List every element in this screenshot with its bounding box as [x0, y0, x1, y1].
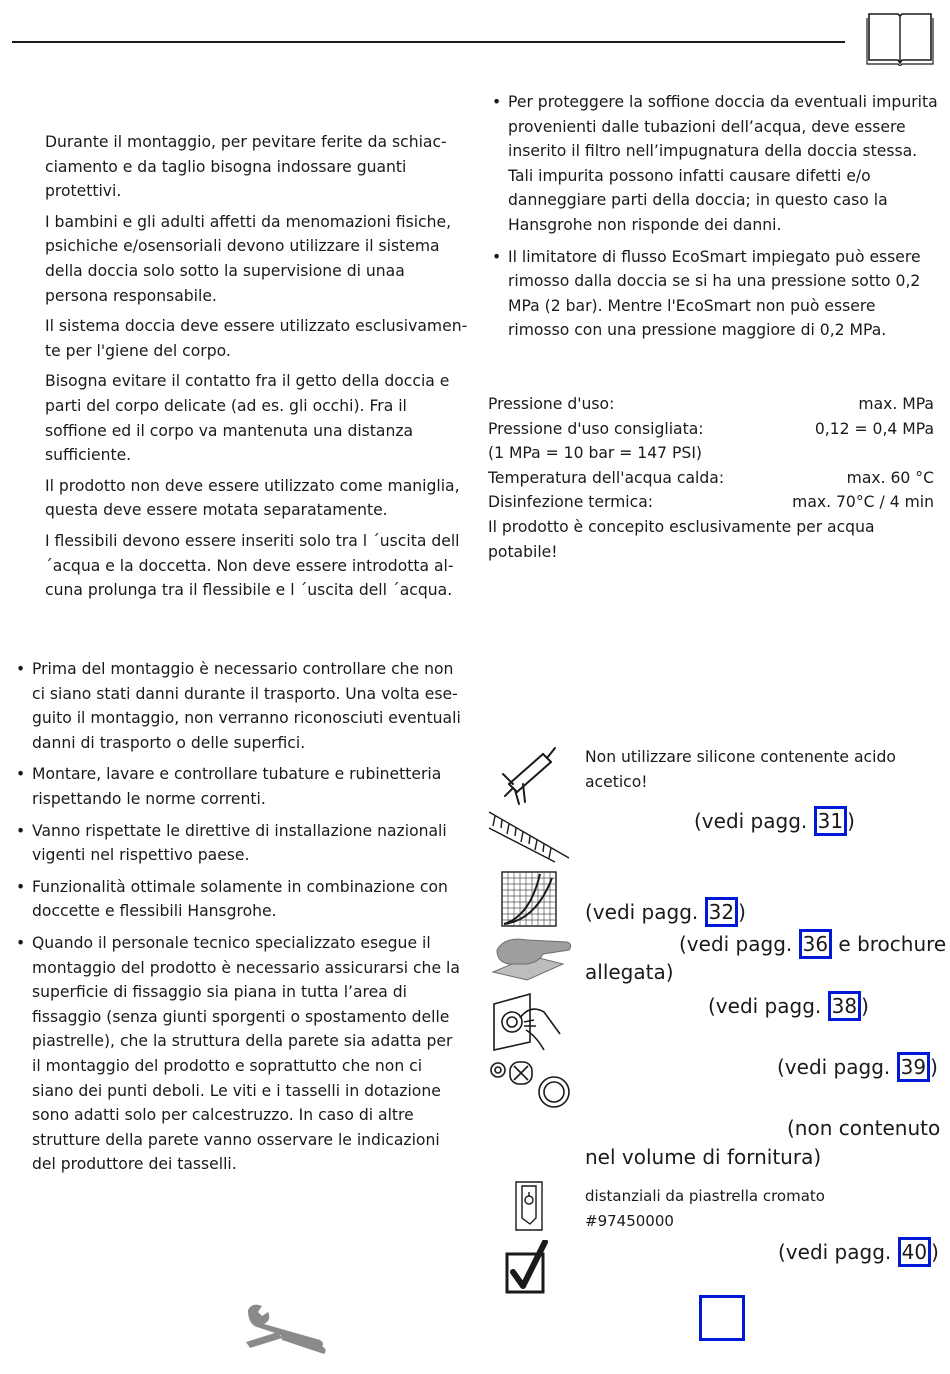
- flow-reference: [585, 897, 746, 927]
- spec-row: [488, 441, 934, 466]
- reference-suffix: e brochure: [832, 932, 947, 956]
- hand-operation-icon: [490, 990, 566, 1052]
- technical-data: [488, 392, 934, 564]
- dimensions-reference: [694, 806, 855, 836]
- open-book-icon: [866, 10, 934, 66]
- wrench-screwdriver-icon: [242, 1302, 328, 1356]
- reference-prefix: (vedi pagg.: [778, 1240, 898, 1264]
- spare-parts-icon: [488, 1054, 574, 1110]
- silicone-warning: Non utilizzare silicone contenente acido acetico!: [585, 748, 896, 791]
- cleaning-reference-line2: allegata): [585, 960, 674, 984]
- reference-suffix: ): [861, 994, 869, 1018]
- page-link-39[interactable]: 39: [897, 1052, 930, 1082]
- safety-paragraph: Bisogna evitare il contatto fra il getto della doccia e parti del corpo delicate (ad es. gli occhi). Fra il soffione ed il corpo va mantenuta una distanza sufficiente.: [45, 372, 450, 465]
- reference-prefix: (vedi pagg.: [708, 994, 828, 1018]
- ruler-icon: [487, 808, 571, 864]
- flow-diagram-icon: [500, 870, 558, 928]
- page-link-40[interactable]: 40: [898, 1237, 931, 1267]
- spec-value: max. 70°C / 4 min: [792, 493, 934, 512]
- safety-paragraph: I flessibili devono essere inseriti solo tra l ´uscita dell ´acqua e la doccetta. Non deve essere introdotta al-cuna prolunga tra il flessibile e l ´uscita dell ´acqua.: [45, 531, 460, 600]
- reference-suffix: ): [931, 1240, 939, 1264]
- spec-row: [488, 392, 934, 417]
- list-item: • Montare, lavare e controllare tubature e rubinetteria rispettando le norme correnti.: [12, 762, 464, 811]
- spare-parts-reference: [777, 1052, 938, 1082]
- page-link-38[interactable]: 38: [828, 991, 861, 1021]
- list-item: • Vanno rispettate le direttive di installazione nazionali vigenti nel rispettivo paese.: [12, 819, 464, 868]
- checkbox-check-icon: [505, 1240, 549, 1294]
- spacer-description: distanziali da piastrella cromato: [585, 1187, 825, 1205]
- safety-paragraph: Il prodotto non deve essere utilizzato come maniglia, questa deve essere motata separatamente.: [45, 476, 460, 520]
- spec-label: (1 MPa = 10 bar = 147 PSI): [488, 444, 703, 463]
- installation-notes-list: [488, 90, 938, 350]
- tile-spacer-icon: [512, 1180, 546, 1232]
- spec-label: Pressione d'uso consigliata:: [488, 419, 704, 438]
- safety-paragraph: I bambini e gli adulti affetti da menomazioni fisiche, psichiche e/osensoriali devono utilizzare il sistema della doccia solo sotto la supervisione di unaa persona responsabile.: [45, 212, 452, 305]
- reference-suffix: ): [847, 809, 855, 833]
- cleaning-reference: [679, 929, 946, 959]
- spec-row: [488, 417, 934, 442]
- silicone-gun-icon: [497, 744, 559, 806]
- not-included-note-line2: nel volume di fornitura): [585, 1145, 822, 1169]
- reference-suffix: ): [738, 900, 746, 924]
- spec-label: Temperatura dell'acqua calda:: [488, 468, 725, 487]
- safety-notes: [45, 130, 470, 609]
- spec-value: max. MPa: [858, 395, 934, 413]
- list-item: • Per proteggere la soffione doccia da eventuali impurita provenienti dalle tubazioni dell’acqua, deve essere inserito il filtro nell’impugnatura della doccia stessa. Tali impurita possono infatti causare difetti e/o danneggiare parti della doccia; in questo caso la Hansgrohe non risponde dei danni.: [488, 90, 938, 238]
- page-link-31[interactable]: 31: [814, 806, 847, 836]
- page-link-36[interactable]: 36: [799, 929, 832, 959]
- safety-paragraph: Il sistema doccia deve essere utilizzato esclusivamen-te per l'giene del corpo.: [45, 317, 468, 360]
- assembly-notes-list: [12, 657, 464, 1184]
- safety-paragraph: Durante il montaggio, per pevitare ferite da schiac-ciamento e da taglio bisogna indossare guanti protettivi.: [45, 133, 447, 201]
- list-item: • Quando il personale tecnico specializzato esegue il montaggio del prodotto è necessario assicurarsi che la superficie di fissaggio sia piana in tutta l’area di fissaggio (senza giunti sporgenti o spostamento delle piastrelle), che la struttura della parete sia adatta per il montaggio del prodotto e soprattutto che non ci siano dei punti deboli. Le viti e i tasselli in dotazione sono adatti solo per calcestruzzo. In caso di altre strutture della parete vanno osservare le indicazioni del produttore dei tasselli.: [12, 931, 464, 1177]
- reference-prefix: (vedi pagg.: [679, 932, 799, 956]
- spacer-article-number: #97450000: [585, 1211, 674, 1230]
- spec-label: Disinfezione termica:: [488, 493, 654, 512]
- operation-reference: [708, 991, 869, 1021]
- page-link-32[interactable]: 32: [705, 897, 738, 927]
- spec-label: Pressione d'uso:: [488, 395, 615, 413]
- list-item: • Il limitatore di flusso EcoSmart impiegato può essere rimosso dalla doccia se si ha una pressione sotto 0,2 MPa (2 bar). Mentre l'EcoSmart non può essere rimosso con una pressione maggiore di 0,2 MPa.: [488, 245, 938, 343]
- tile-spacer-label: [585, 1184, 915, 1233]
- reference-prefix: (vedi pagg.: [585, 900, 705, 924]
- spec-row: [488, 490, 934, 515]
- spec-value: max. 60 °C: [846, 468, 934, 487]
- spec-value: 0,12 = 0,4 MPa: [814, 419, 934, 438]
- test-reference: [778, 1237, 939, 1267]
- page-link-box[interactable]: [699, 1295, 745, 1341]
- reference-suffix: ): [930, 1055, 938, 1079]
- potable-water-note: Il prodotto è concepito esclusivamente per acqua potabile!: [488, 517, 875, 561]
- spec-row: [488, 466, 934, 491]
- reference-prefix: (vedi pagg.: [777, 1055, 897, 1079]
- not-included-note: (non contenuto: [787, 1116, 941, 1140]
- list-item: • Funzionalità ottimale solamente in combinazione con doccette e flessibili Hansgrohe.: [12, 875, 464, 924]
- header-rule: [12, 41, 845, 43]
- reference-prefix: (vedi pagg.: [694, 809, 814, 833]
- list-item: • Prima del montaggio è necessario controllare che non ci siano stati danni durante il trasporto. Una volta ese-guito il montaggio, non verranno riconosciuti eventuali danni di trasporto o delle superfici.: [12, 657, 464, 755]
- cleaning-hand-icon: [487, 928, 577, 982]
